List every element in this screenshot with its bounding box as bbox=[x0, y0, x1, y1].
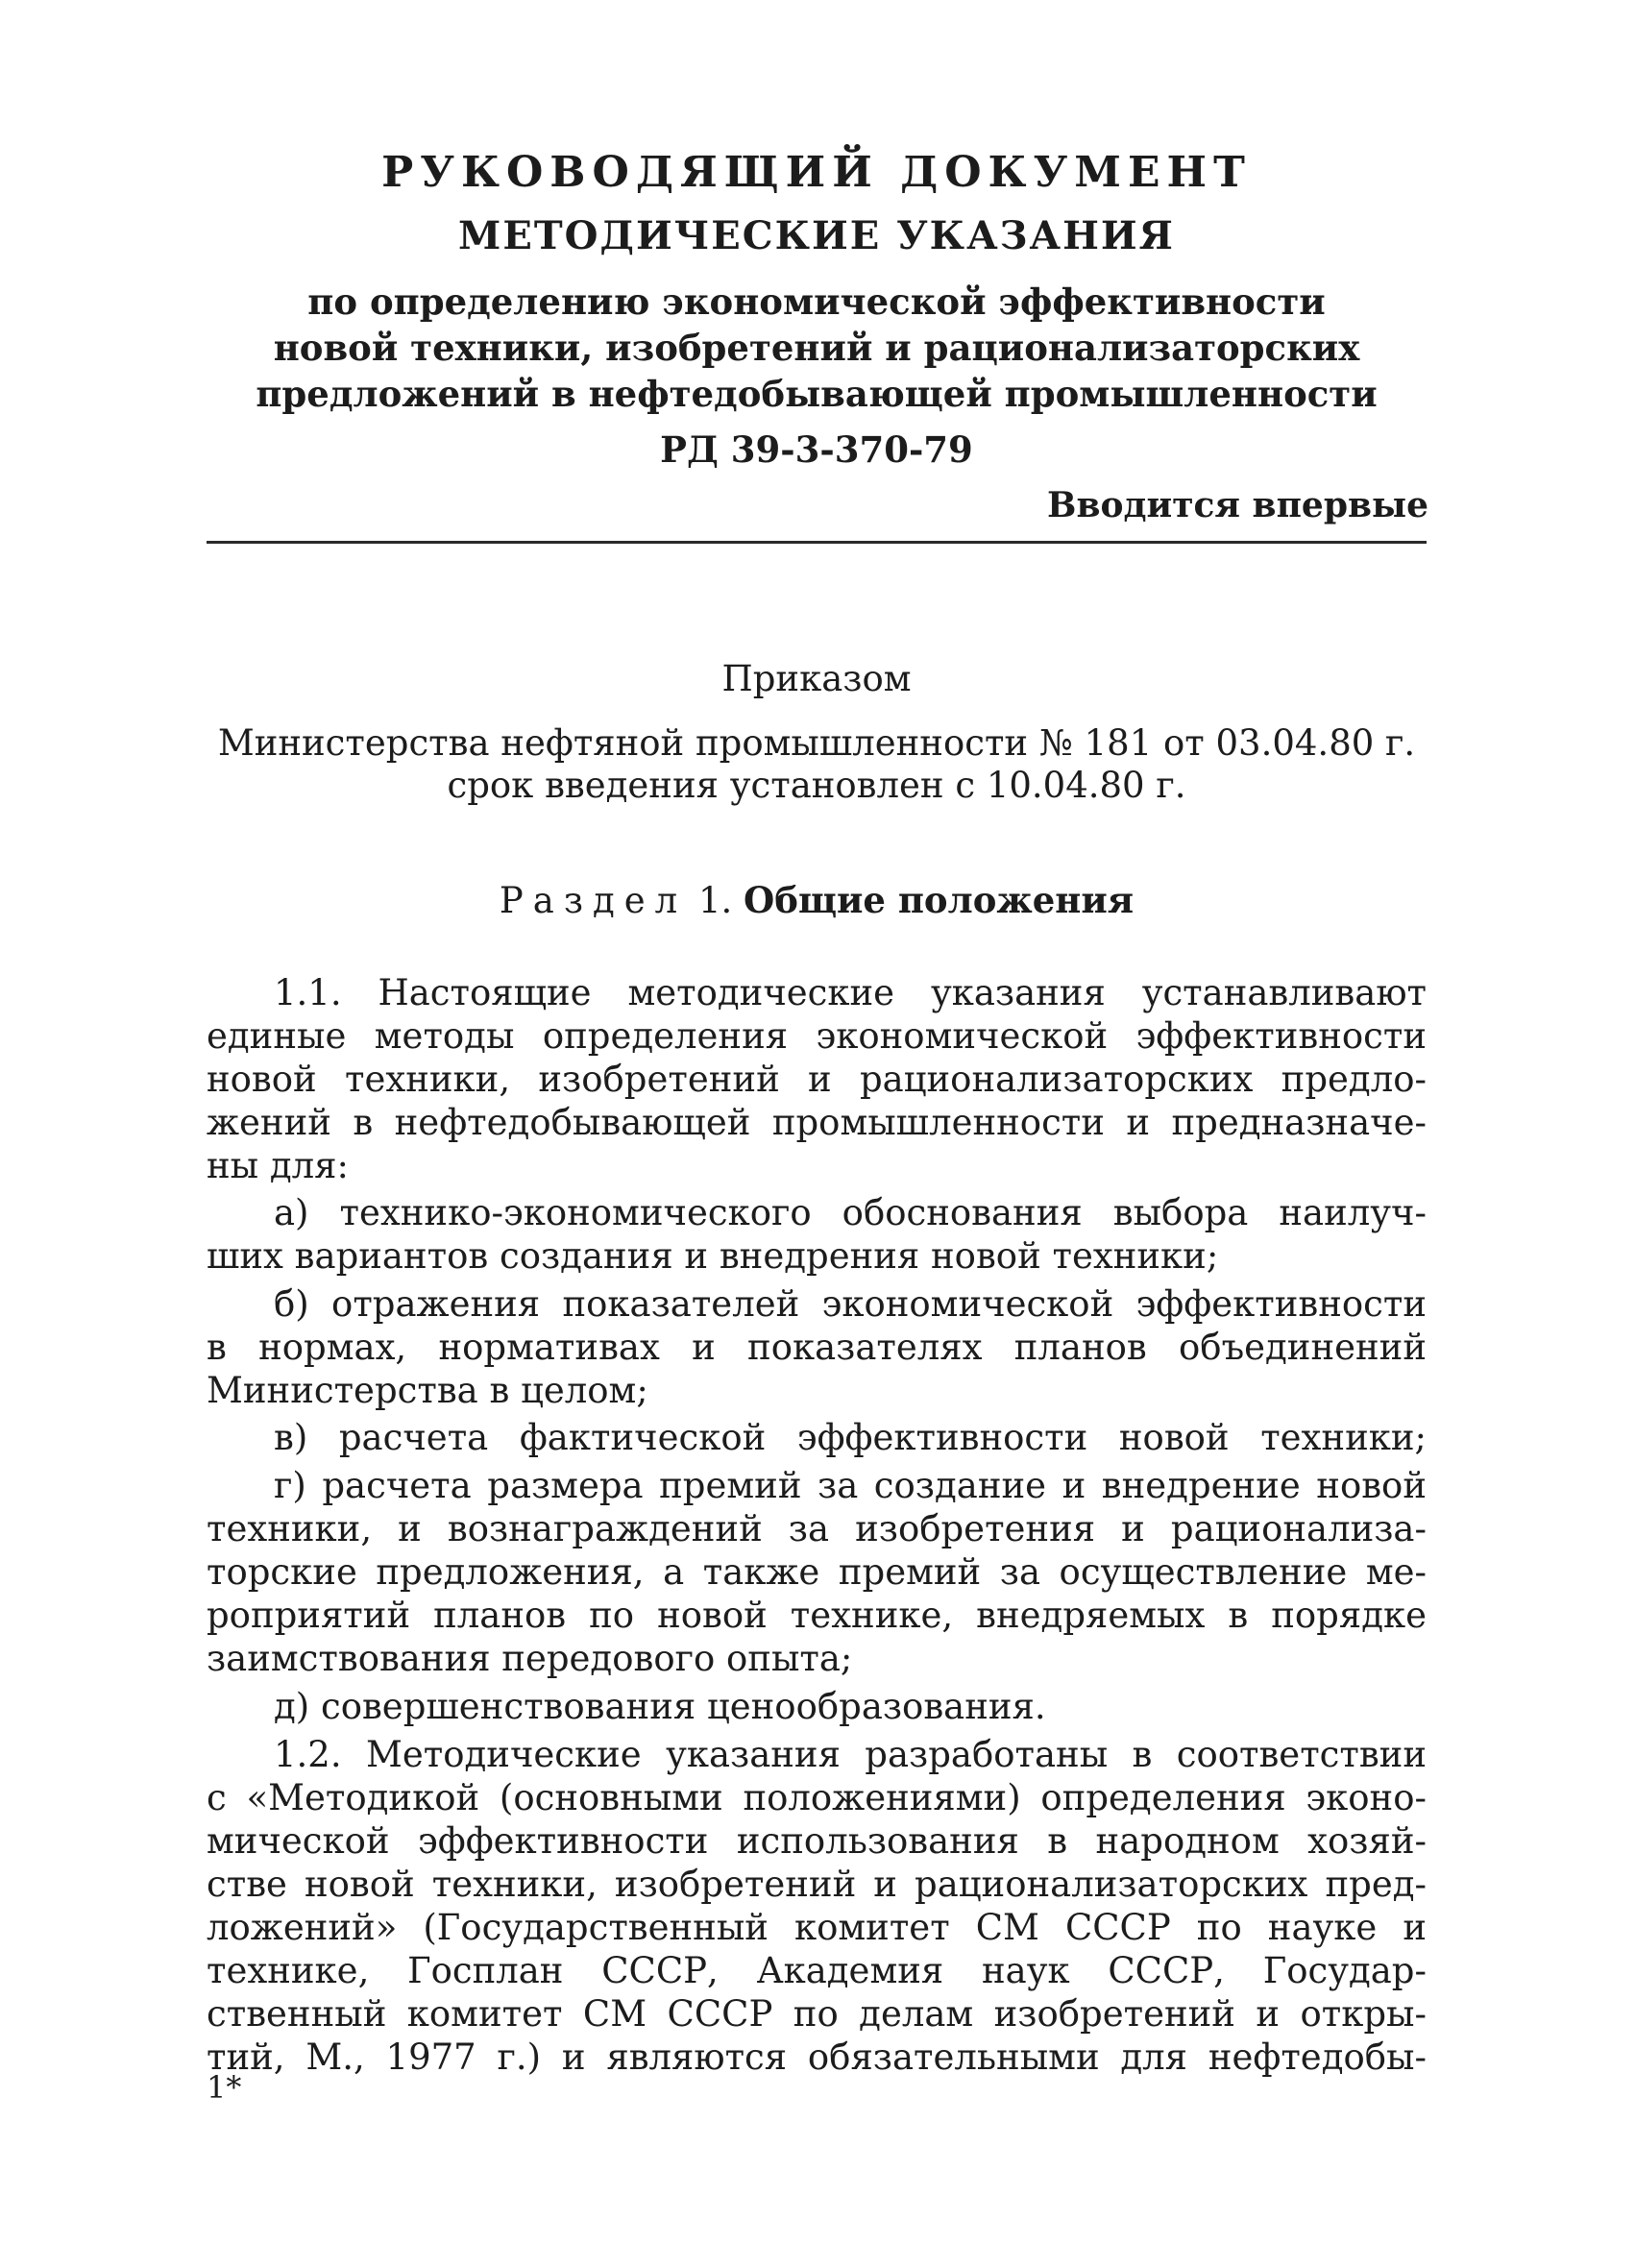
header-divider bbox=[207, 541, 1427, 544]
body-line: ших вариантов создания и внедрения новой техники; bbox=[207, 1235, 1219, 1277]
body-line: д) совершенствования ценообразования. bbox=[274, 1686, 1046, 1727]
body-line: г) расчета размера премий за создание и внедрение новой bbox=[274, 1465, 1427, 1506]
body-line: мической эффективности использования в народном хозяй- bbox=[207, 1820, 1427, 1862]
body-line: Министерства в целом; bbox=[207, 1370, 648, 1411]
section-heading bbox=[207, 878, 1427, 923]
body-line: в нормах, нормативах и показателях планов объединений bbox=[207, 1327, 1427, 1368]
body-line: в) расчета фактической эффективности новой техники; bbox=[274, 1417, 1427, 1458]
body-line: 1.1. Настоящие методические указания устанавливают bbox=[274, 972, 1427, 1013]
order-title: Приказом bbox=[721, 658, 912, 699]
body-line: жений в нефтедобывающей промышленности и предназначе- bbox=[207, 1102, 1427, 1143]
body-line: технике, Госплан СССР, Академия наук СССР, Государ- bbox=[207, 1950, 1427, 1991]
body-line: 1.2. Методические указания разработаны в соответствии bbox=[274, 1734, 1427, 1775]
page-signature-mark: 1* bbox=[207, 2069, 242, 2106]
body-line: с «Методикой (основными положениями) определения эконо- bbox=[207, 1777, 1427, 1818]
body-line: а) технико-экономического обоснования выбора наилуч- bbox=[274, 1192, 1427, 1233]
subtitle-line-2: новой техники, изобретений и рационализаторских bbox=[273, 327, 1360, 369]
document-title: МЕТОДИЧЕСКИЕ УКАЗАНИЯ bbox=[458, 213, 1175, 258]
document-code: РД 39-3-370-79 bbox=[660, 428, 973, 471]
section-label: Раздел bbox=[499, 880, 688, 921]
section-number: 1. bbox=[697, 880, 733, 921]
order-line-1: Министерства нефтяной промышленности № 181 от 03.04.80 г. bbox=[217, 722, 1416, 764]
body-line: заимствования передового опыта; bbox=[207, 1638, 853, 1679]
subtitle-line-3: предложений в нефтедобывающей промышленности bbox=[256, 373, 1378, 415]
subtitle-line-1: по определению экономической эффективности bbox=[307, 280, 1326, 323]
body-line: б) отражения показателей экономической эффективности bbox=[274, 1283, 1427, 1325]
body-line: единые методы определения экономической эффективности bbox=[207, 1015, 1427, 1057]
body-line: новой техники, изобретений и рационализаторских предло- bbox=[207, 1059, 1427, 1100]
body-line: ны для: bbox=[207, 1145, 349, 1186]
intro-note: Вводится впервые bbox=[1047, 485, 1428, 525]
order-line-2: срок введения установлен с 10.04.80 г. bbox=[447, 765, 1186, 806]
body-line: стве новой техники, изобретений и рационализаторских пред- bbox=[207, 1864, 1427, 1905]
body-line: роприятий планов по новой технике, внедряемых в порядке bbox=[207, 1595, 1427, 1636]
body-line: техники, и вознаграждений за изобретения и рационализа- bbox=[207, 1508, 1427, 1549]
document-type-heading: РУКОВОДЯЩИЙ ДОКУМЕНТ bbox=[381, 148, 1252, 197]
section-name: Общие положения bbox=[744, 879, 1135, 921]
body-line: торские предложения, а также премий за осуществление ме- bbox=[207, 1551, 1427, 1593]
body-line: тий, М., 1977 г.) и являются обязательными для нефтедобы- bbox=[207, 2036, 1427, 2078]
body-line: ственный комитет СМ СССР по делам изобретений и откры- bbox=[207, 1993, 1427, 2035]
body-line: ложений» (Государственный комитет СМ СССР по науке и bbox=[207, 1907, 1427, 1948]
